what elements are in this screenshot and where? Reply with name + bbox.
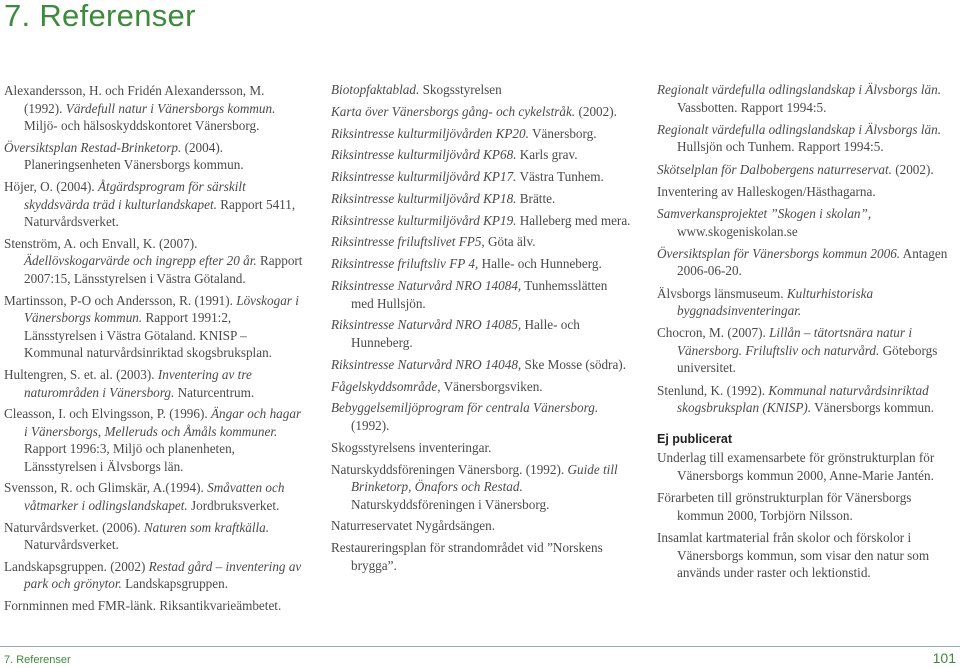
reference-entry bbox=[331, 125, 631, 143]
reference-text: www.skogeniskolan.se bbox=[677, 223, 798, 239]
reference-title: Riksintresse Naturvård NRO 14084, bbox=[331, 278, 522, 294]
reference-entry bbox=[331, 103, 631, 121]
reference-title: Regionalt värdefulla odlingslandskap i Älvsborgs län. bbox=[657, 121, 942, 137]
reference-text: (1992). bbox=[351, 417, 390, 433]
reference-title: Samverkansprojektet ”Skogen i skolan”, bbox=[657, 205, 872, 221]
reference-text: Västra Tunhem. bbox=[516, 169, 604, 185]
reference-title: Värdefull natur i Vänersborgs kommun. bbox=[65, 100, 276, 116]
reference-text: Hullsjön och Tunhem. Rapport 1994:5. bbox=[677, 139, 884, 155]
reference-list-published bbox=[657, 81, 957, 417]
reference-text: Fornminnen med FMR-länk. Riksantikvarieämbetet. bbox=[4, 598, 282, 614]
reference-text: Insamlat kartmaterial från skolor och förskolor i Vänersborgs kommun, som visar den natur som används under raster och lektionstid. bbox=[657, 530, 930, 581]
reference-text: Cleasson, I. och Elvingsson, P. (1996). bbox=[4, 406, 211, 422]
reference-entry bbox=[331, 233, 631, 251]
reference-entry bbox=[4, 597, 304, 615]
reference-entry bbox=[4, 235, 304, 288]
reference-text: (2004). Planeringsenheten Vänersborgs kommun. bbox=[24, 139, 244, 173]
reference-text: Karls grav. bbox=[516, 147, 578, 163]
reference-text: Rapport 5411, Naturvårdsverket. bbox=[24, 196, 296, 230]
reference-text: (2002). bbox=[891, 161, 934, 177]
reference-text: Stenström, A. och Envall, K. (2007). bbox=[4, 235, 198, 251]
reference-text: Göta älv. bbox=[484, 234, 536, 250]
reference-text: Halleberg med mera. bbox=[516, 212, 631, 228]
reference-text: Rapport 2007:15, Länsstyrelsen i Västra Götaland. bbox=[24, 253, 303, 286]
reference-text: Vänersborgs kommun. bbox=[811, 400, 935, 416]
reference-entry bbox=[657, 183, 957, 201]
reference-text: Landskapsgruppen. bbox=[121, 576, 229, 592]
reference-text: Underlag till examensarbete för grönstrukturplan för Vänersborgs kommun 2000, Anne-Marie Jantén. bbox=[657, 450, 935, 484]
reference-column-3 bbox=[657, 81, 957, 586]
reference-entry bbox=[331, 255, 631, 273]
page-number: 101 bbox=[932, 650, 956, 666]
reference-text: Naturcentrum. bbox=[174, 384, 255, 400]
reference-entry bbox=[331, 399, 631, 434]
reference-entry bbox=[657, 382, 957, 417]
reference-text: Brätte. bbox=[516, 190, 556, 206]
reference-entry bbox=[331, 356, 631, 374]
page-title: 7. Referenser bbox=[4, 0, 196, 33]
reference-entry bbox=[657, 205, 957, 240]
reference-text: Svensson, R. och Glimskär, A.(1994). bbox=[4, 480, 208, 496]
reference-column-1 bbox=[4, 82, 304, 619]
reference-title: Guide till Brinketorp, Önafors och Restad. bbox=[351, 461, 618, 495]
reference-entry bbox=[331, 168, 631, 186]
reference-text: Vänersborgsviken. bbox=[440, 378, 543, 394]
reference-entry bbox=[331, 461, 631, 514]
reference-text: Älvsborgs länsmuseum. bbox=[657, 285, 787, 301]
reference-text: Chocron, M. (2007). bbox=[657, 325, 770, 341]
reference-text: Ske Mosse (södra). bbox=[521, 356, 626, 372]
reference-entry bbox=[331, 378, 631, 396]
reference-text: Skogsstyrelsen bbox=[419, 82, 502, 97]
reference-title: Riksintresse kulturmiljövård KP68. bbox=[331, 147, 517, 163]
reference-title: Ädellövskogarvärde och ingrepp efter 20 år. bbox=[24, 253, 257, 269]
reference-text: Hultengren, S. et. al. (2003). bbox=[4, 366, 158, 382]
reference-title: Kommunal naturvårdsinriktad skogsbruksplan (KNISP). bbox=[677, 382, 929, 416]
reference-entry bbox=[4, 139, 304, 174]
reference-entry bbox=[657, 121, 957, 156]
reference-text: Inventering av Halleskogen/Hästhagarna. bbox=[657, 183, 876, 199]
reference-text: Martinsson, P-O och Andersson, R. (1991). bbox=[4, 292, 237, 308]
reference-title: Naturen som kraftkälla. bbox=[143, 519, 270, 535]
footer-section-label: 7. Referenser bbox=[4, 654, 71, 666]
reference-entry bbox=[4, 292, 304, 362]
reference-entry bbox=[331, 539, 631, 574]
reference-text: (2002). bbox=[575, 103, 617, 119]
reference-entry bbox=[331, 146, 631, 164]
reference-entry bbox=[657, 529, 957, 582]
reference-title: Riksintresse kulturmiljövård KP18. bbox=[331, 190, 517, 206]
reference-text: Tunhemsslätten med Hullsjön. bbox=[351, 278, 608, 311]
reference-title: Kulturhistoriska byggnadsinventeringar. bbox=[677, 285, 874, 319]
reference-entry bbox=[4, 405, 304, 475]
reference-title: Fågelskyddsområde, bbox=[331, 378, 441, 394]
reference-text: Jordbruksverket. bbox=[187, 498, 280, 514]
reference-entry bbox=[657, 285, 957, 320]
reference-title: Riksintresse kulturmiljövård KP17. bbox=[331, 169, 517, 185]
reference-entry bbox=[657, 324, 957, 377]
reference-text: Antagen 2006-06-20. bbox=[677, 245, 948, 279]
reference-text: Naturvårdsverket. (2006). bbox=[4, 519, 144, 535]
reference-text: Halle- och Hunneberg. bbox=[351, 317, 580, 350]
reference-text: Naturreservatet Nygårdsängen. bbox=[331, 518, 496, 534]
reference-title: Riksintresse friluftslivet FP5, bbox=[331, 234, 485, 250]
reference-text: Halle- och Hunneberg. bbox=[478, 256, 602, 272]
footer-divider bbox=[0, 646, 960, 647]
reference-text: Stenlund, K. (1992). bbox=[657, 382, 769, 398]
reference-entry bbox=[331, 277, 631, 312]
reference-entry bbox=[4, 178, 304, 231]
reference-title: Riksintresse Naturvård NRO 14048, bbox=[331, 356, 522, 372]
reference-list-unpublished bbox=[657, 449, 957, 581]
reference-title: Småvatten och våtmarker i odlingslandskapet. bbox=[24, 480, 285, 514]
reference-column-2 bbox=[331, 81, 631, 579]
reference-title: Ängar och hagar i Vänersborgs, Melleruds och Åmåls kommuner. bbox=[24, 406, 302, 439]
reference-text: Naturskyddsföreningen i Vänersborg. bbox=[351, 496, 550, 512]
reference-text: Vassbotten. Rapport 1994:5. bbox=[677, 99, 827, 115]
reference-text: Landskapsgruppen. (2002) bbox=[4, 558, 149, 574]
reference-entry bbox=[657, 161, 957, 179]
reference-title: Översiktsplan för Vänersborgs kommun 2006. bbox=[657, 245, 901, 261]
reference-title: Riksintresse kulturmiljövård KP19. bbox=[331, 212, 517, 228]
reference-entry bbox=[331, 212, 631, 230]
reference-text: Naturvårdsverket. bbox=[24, 537, 119, 553]
reference-entry bbox=[4, 519, 304, 554]
reference-title: Biotopfaktablad. bbox=[331, 82, 420, 97]
reference-text: Restaureringsplan för strandområdet vid ”Norskens brygga”. bbox=[331, 540, 603, 573]
reference-text: Rapport 1996:3, Miljö och planenheten, Länsstyrelsen i Älvsborgs län. bbox=[24, 441, 235, 474]
reference-entry bbox=[331, 190, 631, 208]
reference-title: Lillån – tätortsnära natur i Vänersborg. Friluftsliv och naturvård. bbox=[677, 325, 912, 358]
reference-title: Riksintresse friluftsliv FP 4, bbox=[331, 256, 479, 272]
reference-title: Karta över Vänersborgs gång- och cykelstråk. bbox=[331, 103, 576, 119]
reference-title: Inventering av tre naturområden i Vänersborg. bbox=[24, 366, 252, 400]
unpublished-heading: Ej publicerat bbox=[657, 431, 733, 446]
reference-entry bbox=[331, 81, 631, 99]
reference-entry bbox=[657, 81, 957, 116]
reference-text: Förarbeten till grönstrukturplan för Vänersborgs kommun 2000, Torbjörn Nilsson. bbox=[657, 490, 912, 523]
reference-text: Rapport 1991:2, Länsstyrelsen i Västra Götaland. KNISP – Kommunal naturvårdsinriktad skogsbruksplan. bbox=[24, 310, 272, 361]
reference-title: Riksintresse kulturmiljövården KP20. bbox=[331, 125, 529, 141]
reference-title: Riksintresse Naturvård NRO 14085, bbox=[331, 317, 522, 333]
reference-title: Restad gård – inventering av park och grönytor. bbox=[24, 558, 302, 592]
reference-title: Lövskogar i Vänersborgs kommun. bbox=[24, 292, 299, 326]
reference-title: Åtgärdsprogram för särskilt skyddsvärda träd i kulturlandskapet. bbox=[24, 178, 246, 212]
reference-entry bbox=[331, 316, 631, 351]
reference-text: Vänersborg. bbox=[528, 125, 597, 141]
reference-entry bbox=[331, 517, 631, 535]
reference-title: Skötselplan för Dalbobergens naturreservat. bbox=[657, 161, 892, 177]
reference-entry bbox=[4, 479, 304, 514]
reference-entry bbox=[657, 449, 957, 484]
reference-entry bbox=[4, 558, 304, 593]
reference-title: Översiktsplan Restad-Brinketorp. bbox=[4, 139, 182, 155]
reference-text: Alexandersson, H. och Fridén Alexandersson, M. (1992). bbox=[4, 83, 265, 116]
reference-entry bbox=[331, 439, 631, 457]
reference-entry bbox=[657, 489, 957, 524]
reference-text: Miljö- och hälsoskyddskontoret Vänersborg. bbox=[24, 118, 260, 134]
reference-title: Regionalt värdefulla odlingslandskap i Älvsborgs län. bbox=[657, 82, 942, 97]
reference-text: Göteborgs universitet. bbox=[677, 342, 938, 376]
reference-entry bbox=[4, 82, 304, 135]
reference-text: Skogsstyrelsens inventeringar. bbox=[331, 439, 492, 455]
reference-entry bbox=[4, 366, 304, 401]
reference-text: Höjer, O. (2004). bbox=[4, 178, 98, 194]
reference-text: Naturskyddsföreningen Vänersborg. (1992). bbox=[331, 461, 568, 477]
reference-title: Bebyggelsemiljöprogram för centrala Vänersborg. bbox=[331, 400, 599, 416]
reference-entry bbox=[657, 245, 957, 280]
